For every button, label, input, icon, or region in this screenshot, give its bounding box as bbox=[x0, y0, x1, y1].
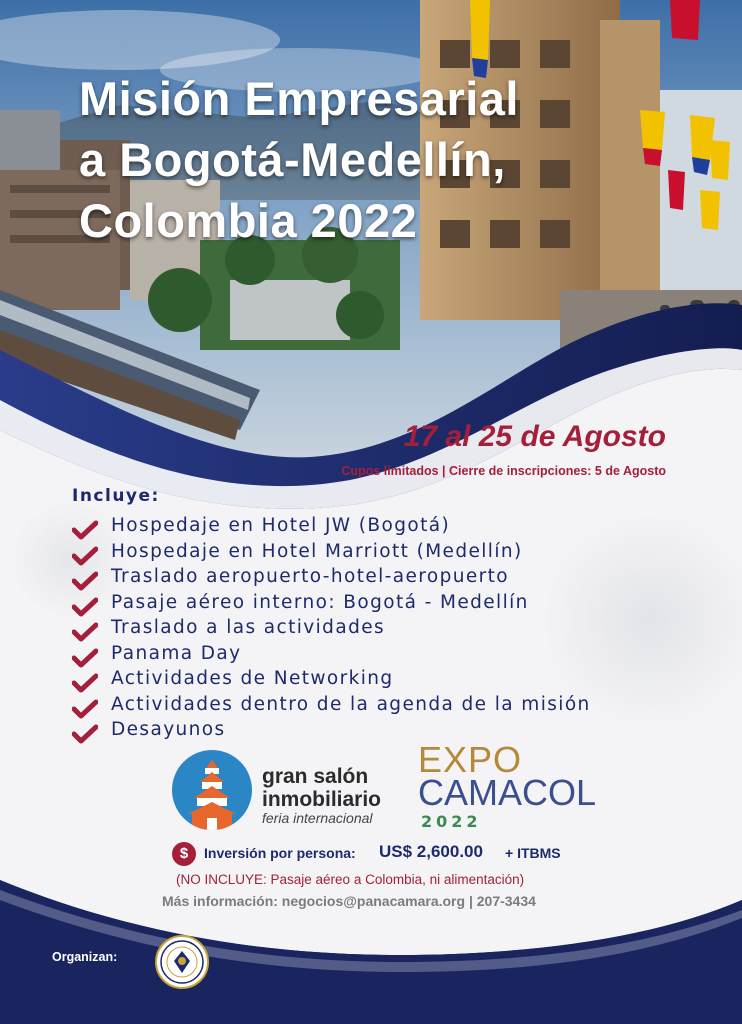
list-item bbox=[72, 717, 672, 743]
list-item-label: Desayunos bbox=[111, 719, 226, 740]
contact-info: Más información: negocios@panacamara.org | 207-3434 bbox=[162, 893, 536, 909]
list-item bbox=[72, 539, 672, 565]
gran-salon-line1: gran salón bbox=[262, 765, 369, 788]
event-dates: 17 al 25 de Agosto bbox=[403, 420, 666, 453]
checkmark-icon bbox=[72, 673, 98, 693]
exclusions-note: (NO INCLUYE: Pasaje aéreo a Colombia, ni alimentación) bbox=[176, 872, 525, 887]
list-item-label: Pasaje aéreo interno: Bogotá - Medellín bbox=[111, 591, 529, 613]
includes-list bbox=[72, 513, 672, 743]
expo-line2: CAMACOL bbox=[418, 772, 597, 813]
title-line-1: Misión Empresarial bbox=[79, 72, 519, 125]
checkmark-icon bbox=[72, 699, 98, 719]
expo-line1: EXPO bbox=[418, 739, 523, 780]
checkmark-icon bbox=[72, 622, 98, 642]
expo-line3: 2022 bbox=[421, 812, 482, 831]
list-item bbox=[72, 692, 672, 718]
title-line-2: a Bogotá-Medellín, bbox=[79, 133, 506, 186]
price-amount: US$ 2,600.00 bbox=[379, 842, 483, 861]
list-item bbox=[72, 666, 672, 692]
list-item bbox=[72, 564, 672, 590]
list-item-label: Hospedaje en Hotel JW (Bogotá) bbox=[111, 515, 451, 536]
checkmark-icon bbox=[72, 648, 98, 668]
expo-camacol-logo bbox=[418, 739, 598, 832]
list-item-label: Panama Day bbox=[111, 642, 242, 664]
pagoda-icon bbox=[172, 750, 252, 830]
list-item bbox=[72, 615, 672, 641]
gran-salon-line3: feria internacional bbox=[262, 810, 373, 826]
registration-notice: Cupos limitados | Cierre de inscripciones: 5 de Agosto bbox=[341, 464, 666, 478]
checkmark-icon bbox=[72, 597, 98, 617]
dollar-icon: $ bbox=[172, 842, 196, 866]
list-item-label: Hospedaje en Hotel Marriott (Medellín) bbox=[111, 540, 523, 562]
list-item-label: Actividades dentro de la agenda de la misión bbox=[111, 693, 591, 715]
checkmark-icon bbox=[72, 520, 98, 540]
list-item bbox=[72, 513, 672, 539]
list-item-label: Traslado aeropuerto-hotel-aeropuerto bbox=[111, 566, 510, 587]
price-label: Inversión por persona: bbox=[204, 845, 356, 861]
list-item-label: Traslado a las actividades bbox=[111, 617, 386, 638]
list-item bbox=[72, 641, 672, 667]
checkmark-icon bbox=[72, 546, 98, 566]
price-tax: + ITBMS bbox=[505, 845, 561, 861]
gran-salon-logo bbox=[172, 750, 402, 830]
list-item-label: Actividades de Networking bbox=[111, 668, 394, 689]
list-item bbox=[72, 590, 672, 616]
organizers-label: Organizan: bbox=[52, 950, 118, 964]
checkmark-icon bbox=[72, 724, 98, 744]
title-line-3: Colombia 2022 bbox=[79, 194, 418, 247]
includes-heading: Incluye: bbox=[72, 486, 160, 506]
chamber-seal-logo bbox=[155, 935, 209, 989]
gran-salon-line2: inmobiliario bbox=[262, 788, 382, 811]
checkmark-icon bbox=[72, 571, 98, 591]
